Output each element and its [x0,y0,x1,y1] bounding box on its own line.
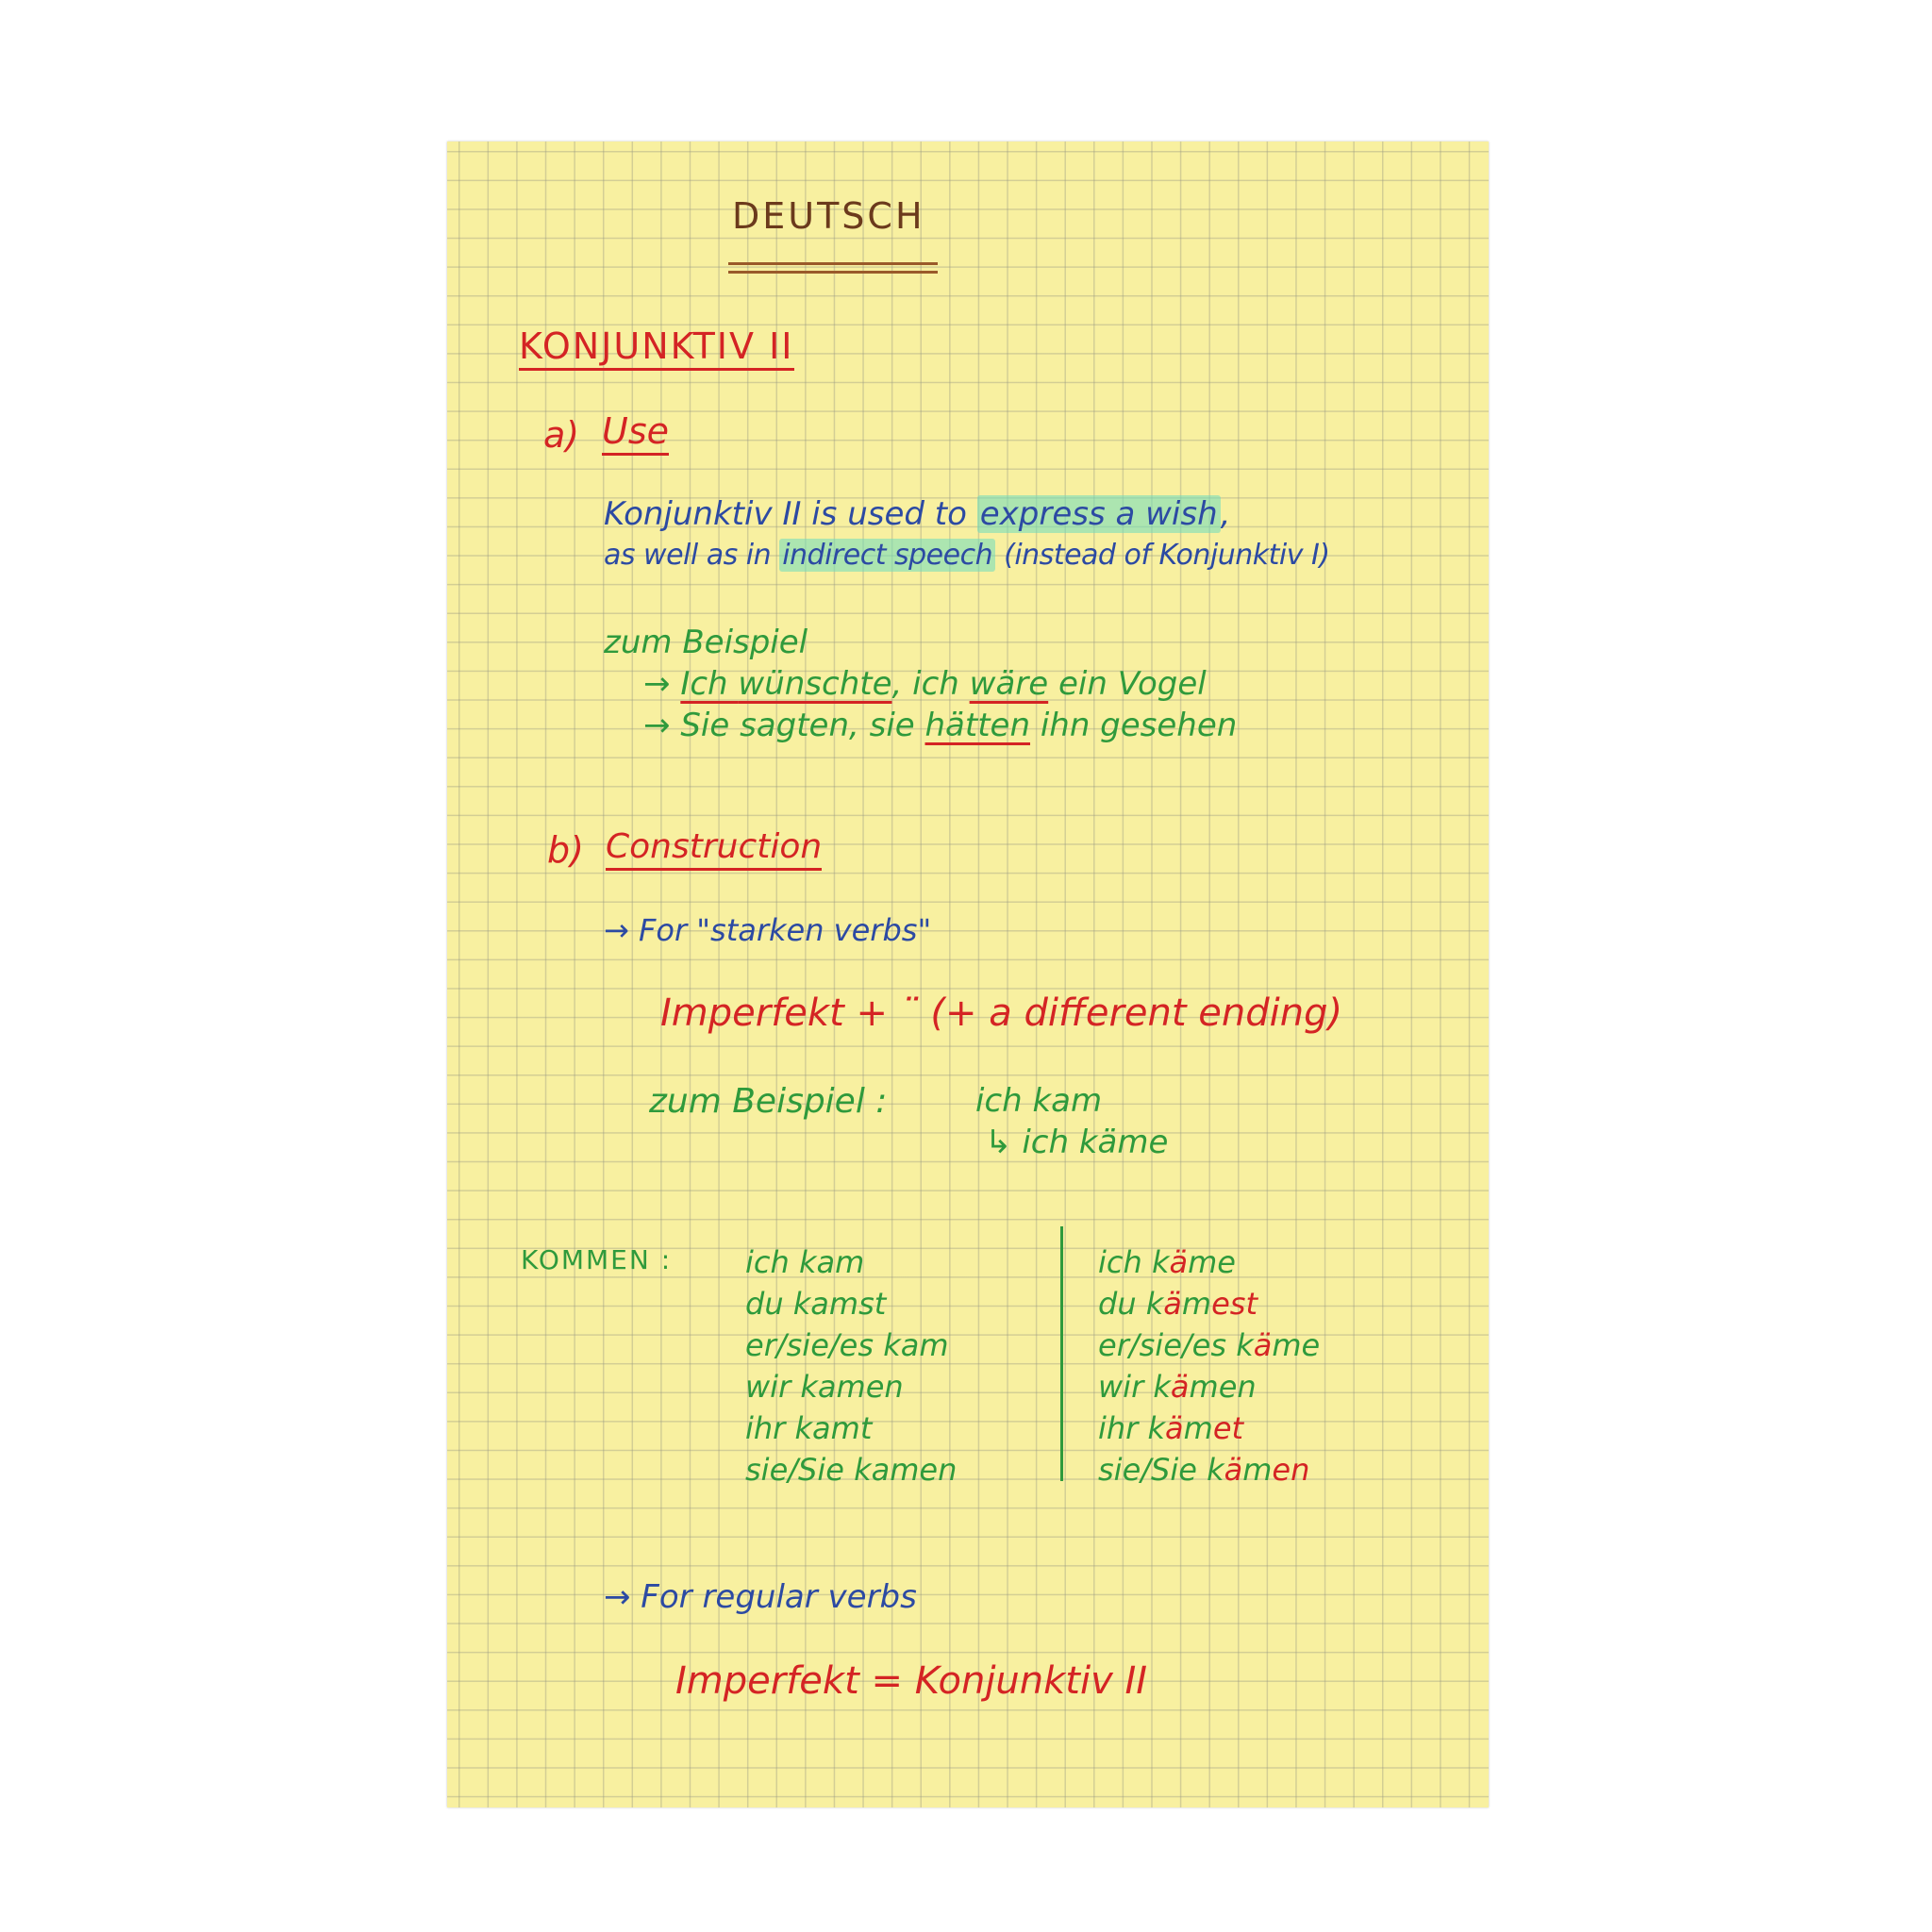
highlight-indirect-speech: indirect speech [779,539,995,572]
conjugation-konjunktiv-column [1098,1244,1321,1496]
conj-right-row: ich käme [1098,1244,1236,1280]
example-2-end: ihn gesehen [1030,707,1238,744]
example-sentence-1 [643,665,1207,703]
grid-paper-sheet [447,142,1489,1807]
formula-imperfekt-umlaut: Imperfekt + ¨ (+ a different ending) [660,991,1343,1035]
conj-left-row: sie/Sie kamen [745,1452,958,1488]
use-line-1 [604,495,1231,533]
example-1-wuenschte: wünschte [738,665,892,703]
use-line-2-post: (instead of Konjunktiv I) [995,539,1330,572]
conj-right-row: ihr kämet [1098,1410,1244,1446]
strong-verbs-label: → For "starken verbs" [604,912,932,948]
conj-left-row: ihr kamt [745,1410,873,1446]
section-b-label: b) [547,829,584,871]
formula-imperfekt-equals: Imperfekt = Konjunktiv II [675,1659,1148,1703]
example-label-b: zum Beispiel : [649,1082,888,1121]
arrow-icon: → [643,707,671,744]
table-divider [1060,1226,1063,1481]
use-line-2 [604,541,1330,570]
return-arrow-icon: ↳ [985,1124,1012,1161]
title-underline-top [728,262,938,265]
conj-right-row: sie/Sie kämen [1098,1452,1310,1488]
highlight-express-wish: express a wish [977,495,1221,533]
conjugation-imperfekt-column [745,1244,958,1496]
example-1-end: ein Vogel [1048,665,1207,703]
example-1-mid: , ich [891,665,970,703]
regular-verbs-label: → For regular verbs [604,1578,917,1616]
heading-konjunktiv: KONJUNKTIV II [519,328,794,371]
example-1-ich: Ich [680,665,739,703]
example-sentence-2 [643,707,1238,744]
use-line-2-pre: as well as in [604,539,780,572]
conj-left-row: ich kam [745,1244,865,1280]
conj-right-row: du kämest [1098,1286,1257,1322]
page-title: DEUTSCH [732,195,925,237]
example-2-haetten: hätten [924,707,1031,744]
conj-left-row: er/sie/es kam [745,1327,949,1363]
title-underline-bottom [728,271,938,274]
conj-right-row: er/sie/es käme [1098,1327,1321,1363]
example-2-start: Sie sagten, sie [680,707,925,744]
section-b-title: Construction [606,830,822,871]
arrow-icon: → [643,665,671,703]
use-line-1-pre: Konjunktiv II is used to [604,495,977,533]
verb-kommen: KOMMEN : [521,1244,673,1275]
section-a-title: Use [602,413,669,456]
use-line-1-post: , [1220,495,1231,533]
example-ich-kaeme [985,1124,1169,1161]
conj-right-row: wir kämen [1098,1369,1257,1405]
example-ich-kam: ich kam [975,1082,1103,1120]
conj-left-row: wir kamen [745,1369,904,1405]
section-a-label: a) [543,414,580,456]
example-ich-kaeme-text: ich käme [1022,1124,1169,1161]
example-label-a: zum Beispiel [604,624,808,661]
example-1-waere: wäre [969,665,1049,703]
conj-left-row: du kamst [745,1286,887,1322]
